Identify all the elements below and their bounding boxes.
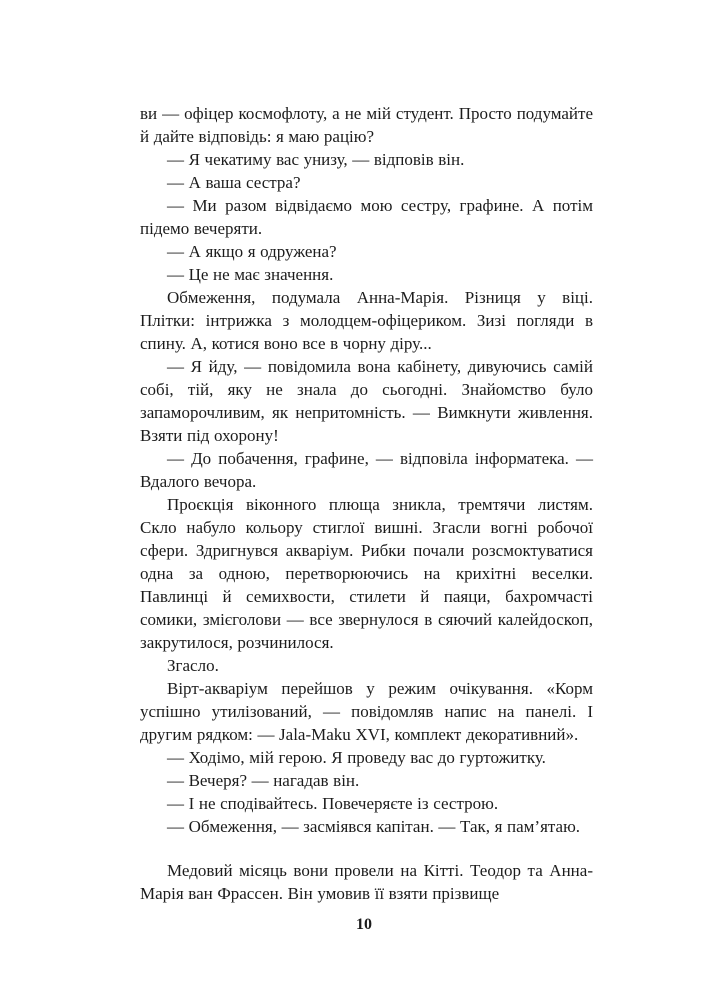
- paragraph: Медовий місяць вони провели на Кітті. Теодор та Анна-Марія ван Фрассен. Він умовив її взяти прізвище: [140, 861, 593, 903]
- paragraph: — А ваша сестра?: [167, 173, 301, 192]
- paragraph: — Я чекатиму вас унизу, — відповів він.: [167, 150, 465, 169]
- paragraph: — До побачення, графине, — відповіла інформатека. — Вдалого вечора.: [140, 449, 593, 491]
- paragraph: ви — офіцер космофлоту, а не мій студент. Просто подумайте й дайте відповідь: я маю рацію?: [140, 104, 593, 146]
- text-block: [140, 102, 593, 905]
- paragraph: Проєкція віконного плюща зникла, тремтячи листям. Скло набуло кольору стиглої вишні. Згасли вогні робочої сфери. Здригнувся акваріум. Рибки почали розсмоктуватися одна за одною, перетворюючись на крихітні веселки. Павлинці й семихвости, стилети й паяци, бахромчасті сомики, змієголови — все звернулося в сяючий калейдоскоп, закрутилося, розчинилося.: [140, 495, 593, 652]
- paragraph: Вірт-акваріум перейшов у режим очікування. «Корм успішно утилізований, — повідомляв напис на панелі. І другим рядком: — Jala-Maku XVI, комплект декоративний».: [140, 679, 593, 744]
- paragraph: Обмеження, подумала Анна-Марія. Різниця у віці. Плітки: інтрижка з молодцем-офіцериком. Зизі погляди в спину. А, котися воно все в чорну діру...: [140, 288, 593, 353]
- paragraph: — Ми разом відвідаємо мою сестру, графине. А потім підемо вечеряти.: [140, 196, 593, 238]
- page-number: 10: [356, 916, 372, 933]
- paragraph: — Це не має значення.: [167, 265, 334, 284]
- paragraph: — Ходімо, мій герою. Я проведу вас до гуртожитку.: [167, 748, 546, 767]
- paragraph: — Я йду, — повідомила вона кабінету, дивуючись самій собі, тій, яку не знала до сьогодні. Знайомство було запаморочливим, як непритомність. — Вимкнути живлення. Взяти під охорону!: [140, 357, 593, 445]
- paragraph: Згасло.: [167, 656, 219, 675]
- paragraph: — Обмеження, — засміявся капітан. — Так, я пам’ятаю.: [167, 817, 581, 836]
- paragraph: — І не сподівайтесь. Повечеряєте із сестрою.: [167, 794, 499, 813]
- paragraph: — А якщо я одружена?: [167, 242, 337, 261]
- paragraph: — Вечеря? — нагадав він.: [167, 771, 360, 790]
